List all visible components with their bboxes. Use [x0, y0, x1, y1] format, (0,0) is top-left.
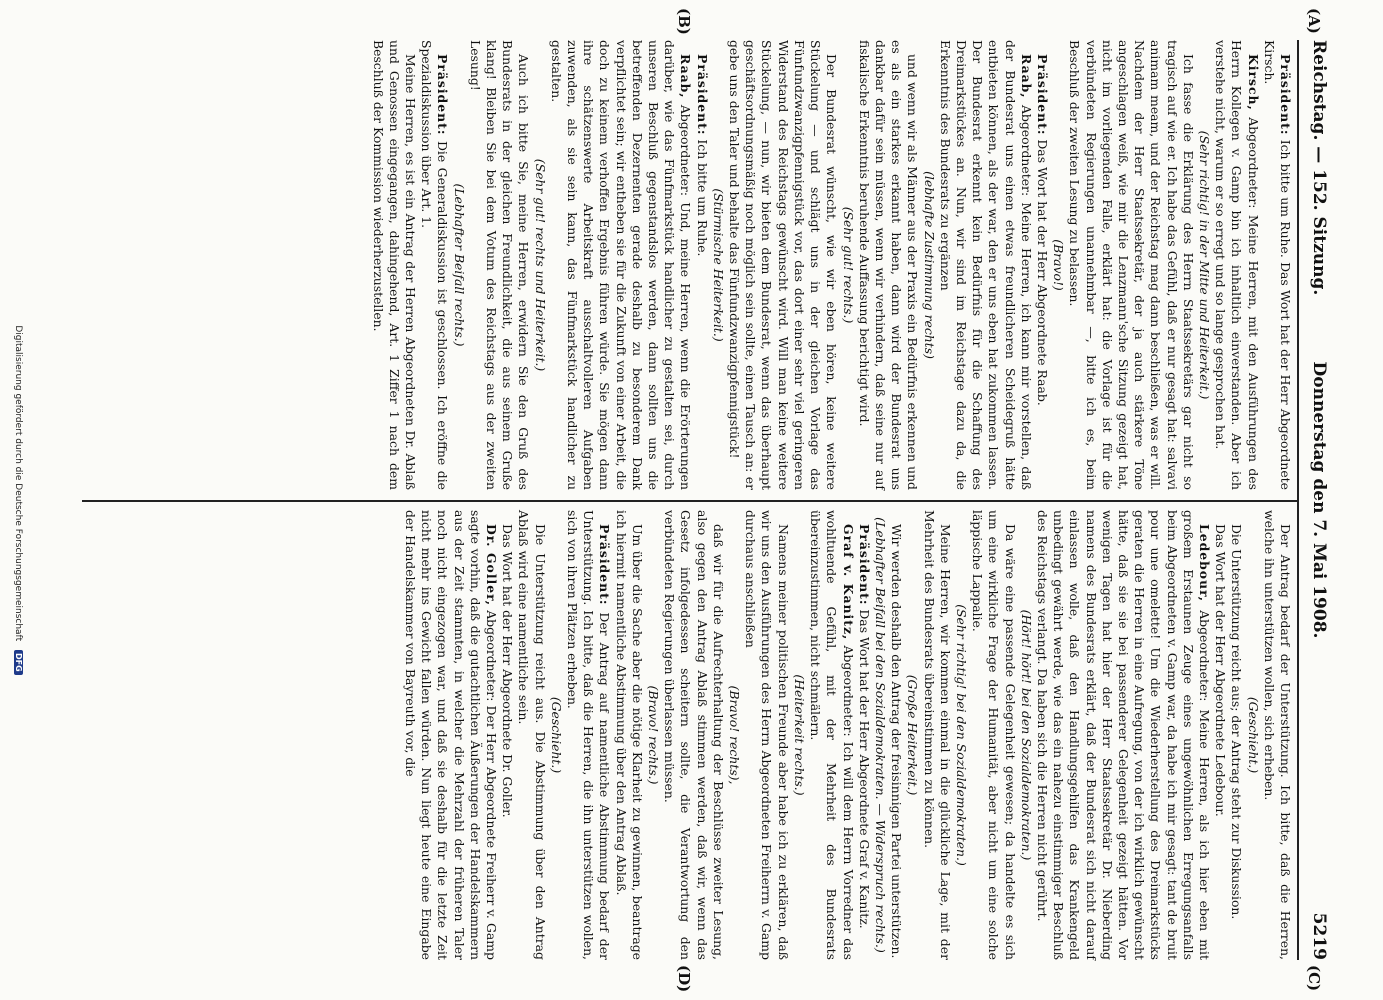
interjection: (Große Heiterkeit.): [905, 674, 921, 796]
paragraph: [807, 510, 856, 960]
speaker-name: Ledebour,: [1196, 524, 1212, 603]
paragraph-text: Ich bitte um Ruhe. Das Wort hat der Herr Abgeordnete Kirsch.: [1261, 40, 1293, 490]
paragraph-text: Da wäre eine passende Gelegenheit gewesen; da handelte es sich um eine wirkliche Frage der Humanität, aber nicht um eine solche läppische Lappalie.: [970, 510, 1018, 960]
speaker-name: Präsident:: [435, 54, 451, 136]
paragraph-text: Meine Herren, es ist ein Antrag der Herren Abgeordneten Dr. Ablaß und Genossen eingegangen, dahingehend, Art. 1 Ziffer 1 nach dem Beschluß der Kommission wiederherzustellen.: [370, 40, 419, 490]
interjection: (Lebhafter Beifall rechts.): [451, 183, 467, 347]
paragraph: [969, 510, 1018, 960]
paragraph: [1066, 40, 1196, 490]
paragraph-text: Wir werden deshalb den Antrag der freisinnigen Partei unterstützen.: [889, 524, 905, 959]
paragraph: [1261, 510, 1293, 960]
paragraph: [693, 40, 709, 490]
interjection: (Geschieht.): [548, 696, 564, 774]
margin-mark-d: (D): [675, 965, 693, 993]
paragraph-text: Namens meiner politischen Freunde aber habe ich zu erklären, daß wir uns den Ausführungen des Herrn Abgeordneten Freiherrn v. Gamp durchaus anschließen: [743, 510, 791, 960]
paragraph-text: Abgeordneter: Ich will dem Herrn Vorredner das wohltuende Gefühl, mit der Mehrheit des Bundesrats übereinzustimmen, nicht schmälern.: [808, 510, 856, 960]
margin-mark-a: (A): [1305, 8, 1323, 34]
interjection: (Stürmische Heiterkeit.): [710, 188, 726, 342]
paragraph: [742, 510, 791, 960]
header-left: Reichstag. — 152. Sitzung.: [1309, 40, 1329, 296]
interjection: (Sehr richtig! in der Mitte und Heiterkeit.): [1196, 130, 1212, 400]
header-center: Donnerstag den 7. Mai 1908.: [1309, 361, 1329, 639]
paragraph: [418, 40, 450, 490]
column-divider: [82, 500, 1297, 502]
paragraph-text: Das Wort hat der Herr Abgeordnete Graf v. Kanitz.: [856, 609, 872, 929]
speaker-name: Dr. Goller,: [484, 524, 500, 607]
paragraph-text: Das Wort hat der Herr Abgeordnete Raab.: [1034, 139, 1050, 406]
interjection: (Heiterkeit rechts.): [791, 674, 807, 796]
interjection: (Bravo! rechts.): [646, 685, 662, 785]
paragraph: [369, 40, 418, 490]
paragraph: [920, 510, 952, 960]
paragraph-text: Ich bitte um Ruhe.: [694, 139, 710, 257]
paragraph-text: Die Generaldiskussion ist geschlossen. Ich eröffne die Spezialdiskussion über Art. 1.: [419, 40, 451, 490]
paragraph: [515, 510, 547, 960]
speaker-name: Präsident:: [1034, 54, 1050, 136]
left-column: [369, 40, 1293, 490]
margin-mark-b: (B): [675, 8, 693, 35]
right-column: [402, 510, 1293, 960]
paragraph-text: daß wir für die Aufrechterhaltung der Beschlüsse zweiter Lesung, also gegen den Antrag Ablaß stimmen werden, daß wir, wenn das Gesetz infolgedessen scheitern sollte, die Verantwortung den verbündeten Regierungen überlassen müssen.: [662, 510, 726, 960]
interjection: (Bravo!): [1051, 239, 1067, 291]
paragraph: [1212, 510, 1228, 960]
paragraph: [937, 40, 1034, 490]
interjection: (lebhafte Zustimmung rechts): [921, 171, 937, 359]
page-header: [1299, 40, 1333, 960]
interjection: (Hört! hört! bei den Sozialdemokraten.): [1018, 609, 1034, 861]
paragraph: [467, 40, 532, 490]
speaker-name: Präsident:: [856, 524, 872, 606]
paragraph: [856, 40, 921, 490]
paragraph-text: Abgeordneter: Meine Herren, als ich hier eben mit großem Erstaunen Zeuge eines ungewöhnlichen Erregungsanfalls beim Abgeordneten v. Gamp war, da habe ich mir gesagt: tant de bruit pour une omelette! Um die Wiederherstellung des Dreimarkstücks geraten die Herren in eine Aufregung, von der ich wirklich gewünscht hätte, daß sie sie bei passenderer Gelegenheit gezeigt hätten. Vor wenigen Tagen hat hier der Herr Staatssekretär Dr. Nieberding namens des Bundesrats erklärt, daß der Bundesrat sich nicht darauf einlassen wolle, daß den Handlungsgehilfen das Krankengeld unbedingt gewährt werde, wie das ein nahezu einstimmiger Beschluß des Reichstags verlangt. Da haben sich die Herren nicht gerührt.: [1034, 510, 1212, 960]
paragraph-text: Der Antrag bedarf der Unterstützung. Ich bitte, daß die Herren, welche ihn unterstützen wollen, sich erheben.: [1261, 510, 1293, 960]
paragraph-text: Der Bundesrat wünscht, wie wir eben hören, keine weitere Stückelung — und schlägt uns in der gleichen Vorlage das Fünfundzwanzigpfennigstück vor, das dort einer sehr viel geringeren Widerstand des Reichstags gewünscht wird. Will man keine weitere Stückelung, — nun, wir bieten dem Bundesrat, wenn das überhaupt geschäftsordnungsmäßig noch möglich sein sollte, einen Tausch an: er gebe uns den Taler und behalte das Fünfundzwanzigpfennigstück!: [727, 40, 840, 490]
paragraph-text: Um über die Sache aber die nötige Klarheit zu gewinnen, beantrage ich hiermit namentliche Abstimmung über den Antrag Ablaß.: [613, 510, 645, 960]
paragraph-text: Die Unterstützung reicht aus. Die Abstimmung über den Antrag Ablaß wird eine namentliche sein.: [516, 510, 548, 960]
speaker-name: Präsident:: [694, 54, 710, 136]
paragraph-text: Abgeordneter: Meine Herren, ich kann mir vorstellen, daß der Bundesrat uns einen etwas freundlicheren Scheidegruß hätte entbieten können, als der war, den er uns eben hat zukommen lassen. Der Bundesrat erkennt kein Bedürfnis für die Schaffung des Dreimarkstückes an. Nun, wir sind im Reichstage dazu da, die Erkenntnis des Bundesrats zu ergänzen: [937, 40, 1034, 490]
paragraph-text: Das Wort hat der Herr Abgeordnete Ledebour.: [1213, 524, 1229, 817]
speaker-name: Raab,: [678, 54, 694, 99]
page-number: 5219: [1309, 912, 1329, 960]
paragraph: [856, 510, 872, 960]
paragraph: [402, 510, 499, 960]
footer: [13, 0, 23, 1000]
paragraph-text: Abgeordneter: Und, meine Herren, wenn die Erörterungen darüber, wie das Fünfmarkstück handlicher zu gestalten sei, durch unseren Beschluß gegenstandslos werden, dann sollten uns die betreffenden Dezernenten gerade deshalb zu besonderem Dank verpflichtet sein; wir entheben sie für die Zukunft von einer Arbeit, die doch zu keinem verhoffen Ergebnis führen würde. Sie mögen dann ihre schätzenswerte Arbeitskraft ausschaltvolleren Aufgaben zuwenden, als sie sein kann, das Fünfmarkstück handlicher zu gestalten.: [548, 40, 694, 490]
paragraph: [499, 510, 515, 960]
speaker-name: Raab,: [1018, 54, 1034, 99]
paragraph: [1212, 40, 1261, 490]
margin-mark-c: (C): [1305, 965, 1323, 992]
interjection: (Sehr gut! rechts und Heiterkeit.): [532, 158, 548, 372]
interjection: (Sehr richtig! bei den Sozialdemokraten.): [953, 604, 969, 866]
paragraph-text: Ich fasse die Erklärung des Herrn Staatssekretärs gar nicht so tragisch auf wie er. Ich habe das Gefühl, daß er nur gesagt hat: salvavi animam meam, und der Reichstag mag dann beschließen, was er will. Nachdem der Herr Staatssekretär, der ja auch stärkere Töne angeschlagen weiß, wie mir die Lenzmann'sche Sitzung gezeigt hat, nicht im vorliegenden Falle, erklärt hat: die Vorlage ist für die verbündeten Regierungen unannehmbar —, bitte ich es, beim Beschluß der zweiten Lesung zu belassen.: [1067, 40, 1196, 490]
paragraph: [1034, 40, 1050, 490]
paragraph-text: Das Wort hat der Herr Abgeordnete Dr. Goller.: [500, 524, 516, 818]
paragraph-text: Auch ich bitte Sie, meine Herren, erwidern Sie den Gruß des Bundesrats in der gleichen Freundlichkeit, die aus seinem Gruße klang! Bleiben Sie bei dem Votum des Reichstags aus der zweiten Lesung!: [467, 40, 532, 490]
speaker-name: Kirsch,: [1245, 54, 1261, 111]
speaker-name: Graf v. Kanitz,: [840, 524, 856, 641]
paragraph: [888, 510, 904, 960]
dfg-logo: DFG: [14, 650, 23, 675]
paragraph-text: Abgeordneter: Meine Herren, mit den Ausführungen des Herrn Kollegen v. Gamp bin ich inhaltlich einverstanden. Aber ich verstehe nicht, warum er so erregt und so lange gesprochen hat.: [1213, 40, 1261, 490]
paragraph: [612, 510, 644, 960]
speaker-name: Präsident:: [597, 524, 613, 606]
header-rule: [1298, 40, 1300, 960]
footer-text: Digitalisierung gefördert durch die Deutsche Forschungsgemeinschaft: [13, 325, 23, 642]
interjection: (Geschieht.): [1245, 696, 1261, 774]
paragraph: [548, 40, 694, 490]
paragraph: [661, 510, 726, 960]
paragraph-text: Meine Herren, wir kommen einmal in die glückliche Lage, mit der Mehrheit des Bundesrats übereinstimmen zu können.: [921, 510, 953, 960]
paragraph: [1228, 510, 1244, 960]
paragraph: [1034, 510, 1212, 960]
interjection: (Bravo! rechts),: [727, 685, 743, 785]
paragraph: [1261, 40, 1293, 490]
paragraph: [564, 510, 613, 960]
paragraph: [726, 40, 839, 490]
paragraph-text: Abgeordneter: Der Herr Abgeordnete Freiherr v. Gamp sagte vorhin, daß die gutachtlichen Äußerungen der Handelskammern aus der Zeit stammten, in welcher die Mehrzahl der früheren Taler noch nicht eingezogen war, und daß sie deshalb für die letzte Zeit nicht mehr ins Gewicht fallen würden. Nun liegt heute eine Eingabe der Handelskammer von Bayreuth vor, die: [403, 510, 500, 960]
paragraph-text: und wenn wir als Männer aus der Praxis ein Bedürfnis erkennen und es als ein starkes erkannt haben, dann wird der Bundesrat uns dankbar dafür sein müssen, wenn wir verhindern, daß seine nur auf fiskalische Erkenntnis beruhende Auffassung berichtigt wird.: [856, 40, 921, 490]
paragraph-text: Der Antrag auf namentliche Abstimmung bedarf der Unterstützung. Ich bitte, daß die Herren, die ihn unterstützen wollen, sich von ihren Plätzen erheben.: [565, 510, 613, 960]
paragraph-text: Die Unterstützung reicht aus; der Antrag steht zur Diskussion.: [1229, 524, 1245, 920]
speaker-name: Präsident:: [1278, 54, 1293, 136]
interjection: (Sehr gut! rechts.): [840, 206, 856, 324]
interjection: (Lebhafter Beifall bei den Sozialdemokraten. — Widerspruch rechts.): [872, 517, 888, 953]
